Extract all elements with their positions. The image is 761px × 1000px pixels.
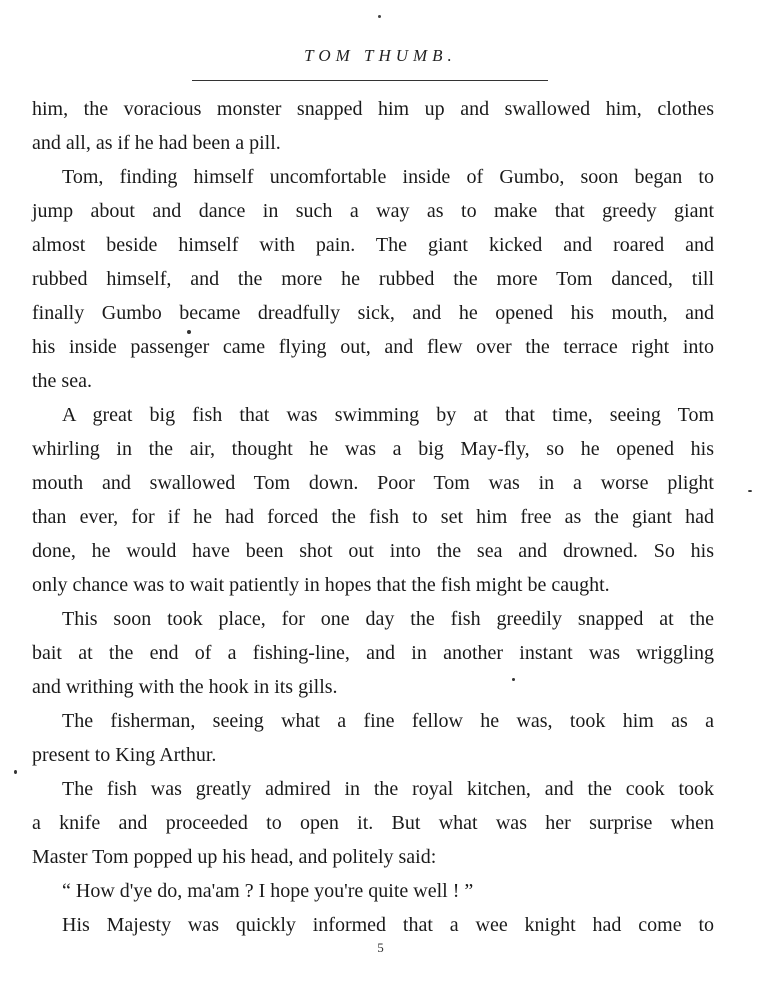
text-line: the sea. [32,370,92,392]
text-line: His Majesty was quickly informed that a wee knight had come to [62,914,714,936]
printer-speck [378,15,381,18]
printer-speck [512,678,515,681]
text-line: than ever, for if he had forced the fish to set him free as the giant had [32,506,714,528]
text-line: and all, as if he had been a pill. [32,132,281,154]
text-line: rubbed himself, and the more he rubbed the more Tom danced, till [32,268,714,290]
text-line: almost beside himself with pain. The giant kicked and roared and [32,234,714,256]
body-text [32,92,714,942]
text-line: Master Tom popped up his head, and politely said: [32,846,437,868]
text-line: Tom, finding himself uncomfortable inside of Gumbo, soon began to [62,166,714,188]
text-line: a knife and proceeded to open it. But what was her surprise when [32,812,714,834]
text-line: The fisherman, seeing what a fine fellow he was, took him as a [62,710,714,732]
printer-speck [14,770,17,774]
text-line: present to King Arthur. [32,744,217,766]
page-number: 5 [377,940,384,955]
text-line: bait at the end of a fishing-line, and in another instant was wriggling [32,642,714,664]
printer-speck [748,490,752,492]
text-line: whirling in the air, thought he was a big May-fly, so he opened his [32,438,714,460]
running-title: TOM THUMB. [304,46,457,65]
text-line: his inside passenger came flying out, and flew over the terrace right into [32,336,714,358]
printer-speck [187,330,191,334]
text-line: mouth and swallowed Tom down. Poor Tom was in a worse plight [32,472,714,494]
page-header [0,46,761,66]
text-line: “ How d'ye do, ma'am ? I hope you're quite well ! ” [62,880,474,902]
text-line: only chance was to wait patiently in hopes that the fish might be caught. [32,574,610,596]
text-line: A great big fish that was swimming by at that time, seeing Tom [62,404,714,426]
text-line: him, the voracious monster snapped him up and swallowed him, clothes [32,98,714,120]
text-line: The fish was greatly admired in the royal kitchen, and the cook took [62,778,714,800]
text-line: jump about and dance in such a way as to make that greedy giant [32,200,714,222]
text-line: done, he would have been shot out into the sea and drowned. So his [32,540,714,562]
text-line: This soon took place, for one day the fish greedily snapped at the [62,608,714,630]
text-line: and writhing with the hook in its gills. [32,676,338,698]
text-line: finally Gumbo became dreadfully sick, and he opened his mouth, and [32,302,714,324]
header-rule [192,80,548,81]
